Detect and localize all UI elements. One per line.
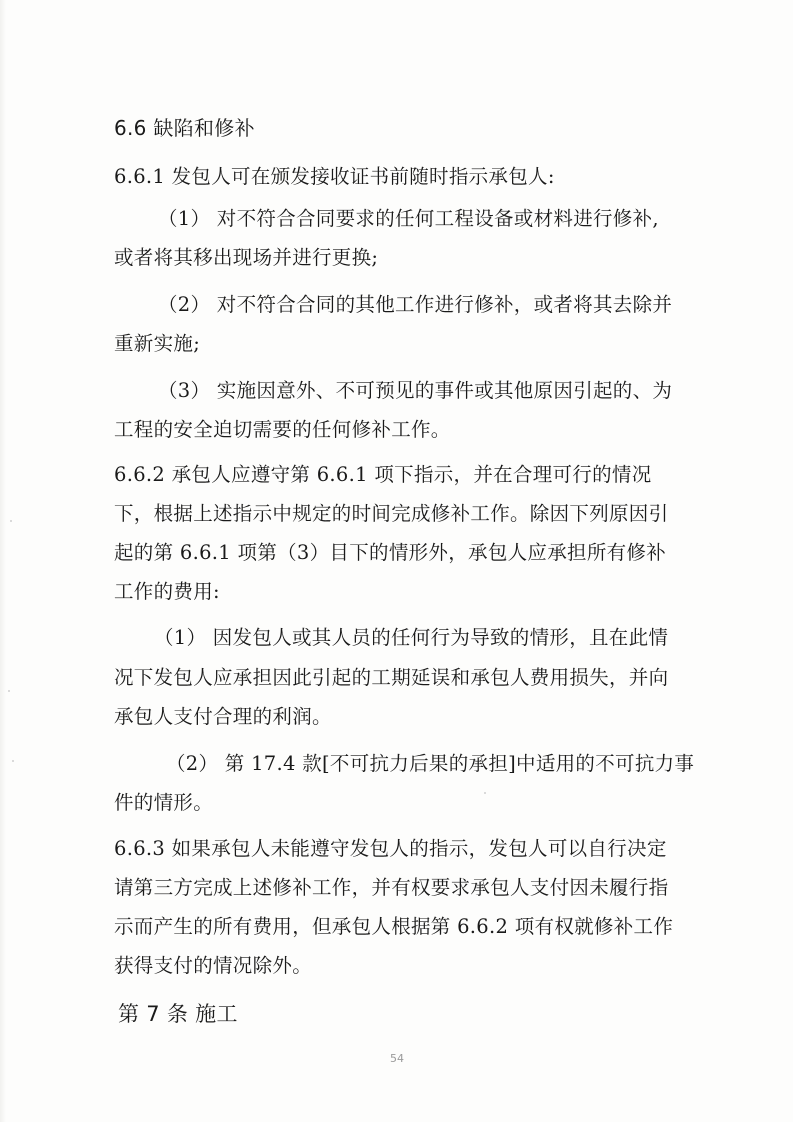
scan-speck	[8, 690, 10, 692]
clause-6-6-3-line1: 6.6.3 如果承包人未能遵守发包人的指示，发包人可以自行决定	[114, 837, 667, 860]
clause-6-6-1-item2-line2: 重新实施;	[114, 332, 201, 355]
clause-6-6-2-item2-line1: （2） 第 17.4 款[不可抗力后果的承担]中适用的不可抗力事	[166, 752, 695, 775]
clause-6-6-2-line2: 下，根据上述指示中规定的时间完成修补工作。除因下列原因引	[114, 502, 669, 525]
clause-6-6-2-item1-line3: 承包人支付合理的利润。	[114, 705, 332, 728]
clause-6-6-2-line4: 工作的费用:	[114, 580, 220, 603]
page-number: 54	[390, 1052, 404, 1065]
clause-6-6-2-item2-line2: 件的情形。	[114, 791, 214, 814]
clause-6-6-1-item2-line1: （2） 对不符合合同的其他工作进行修补，或者将其去除并	[158, 293, 673, 316]
clause-6-6-1-item3-line1: （3） 实施因意外、不可预见的事件或其他原因引起的、为	[158, 379, 673, 402]
section-heading-6-6: 6.6 缺陷和修补	[114, 116, 255, 140]
clause-6-6-2-line3: 起的第 6.6.1 项第（3）目下的情形外，承包人应承担所有修补	[114, 541, 667, 564]
article-7-heading: 第 7 条 施工	[118, 1002, 238, 1026]
scan-speck	[10, 520, 12, 522]
clause-6-6-3-line2: 请第三方完成上述修补工作，并有权要求承包人支付因未履行指	[114, 876, 669, 899]
clause-6-6-2-line1: 6.6.2 承包人应遵守第 6.6.1 项下指示，并在合理可行的情况	[114, 463, 652, 486]
clause-6-6-2-item1-line1: （1） 因发包人或其人员的任何行为导致的情形，且在此情	[154, 626, 669, 649]
clause-6-6-3-line4: 获得支付的情况除外。	[114, 954, 313, 977]
clause-6-6-1-item1-line2: 或者将其移出现场并进行更换;	[114, 246, 379, 269]
clause-6-6-2-item1-line2: 况下发包人应承担因此引起的工期延误和承包人费用损失，并向	[114, 666, 669, 689]
clause-6-6-1-item3-line2: 工程的安全迫切需要的任何修补工作。	[114, 418, 451, 441]
scan-edge-shadow	[0, 0, 6, 1122]
scan-speck	[12, 760, 14, 762]
clause-6-6-1-intro: 6.6.1 发包人可在颁发接收证书前随时指示承包人:	[114, 165, 555, 188]
clause-6-6-3-line3: 示而产生的所有费用，但承包人根据第 6.6.2 项有权就修补工作	[114, 915, 674, 938]
clause-6-6-1-item1-line1: （1） 对不符合合同要求的任何工程设备或材料进行修补,	[158, 207, 659, 230]
scan-speck	[484, 792, 486, 794]
